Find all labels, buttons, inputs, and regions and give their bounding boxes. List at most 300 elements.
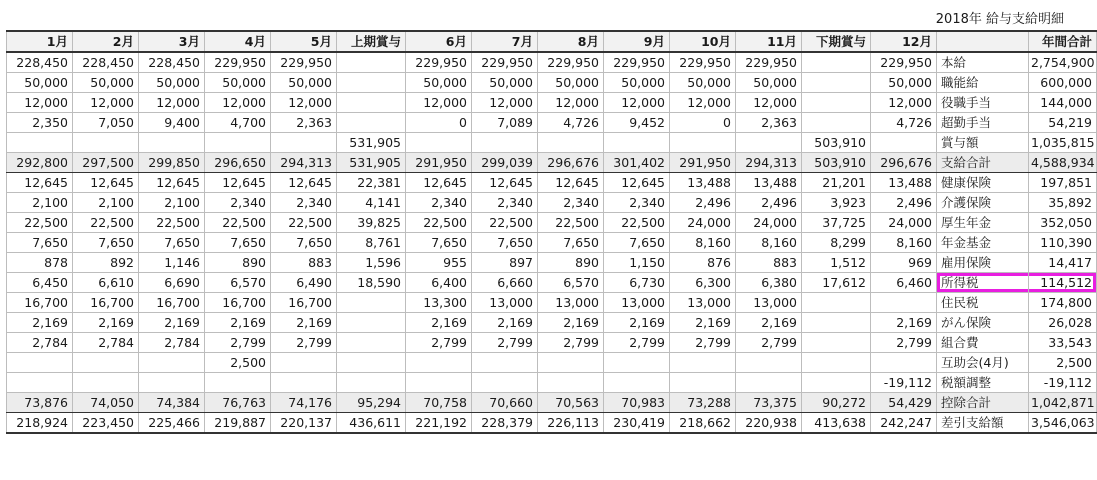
table-cell — [538, 353, 604, 373]
row-total: 197,851 — [1029, 173, 1097, 193]
column-header — [937, 31, 1029, 52]
table-cell: 230,419 — [604, 413, 670, 434]
table-cell: 16,700 — [139, 293, 205, 313]
row-total: 2,754,900 — [1029, 52, 1097, 73]
table-cell — [205, 133, 271, 153]
table-cell — [604, 373, 670, 393]
table-cell: 2,340 — [472, 193, 538, 213]
table-cell: 12,000 — [205, 93, 271, 113]
payroll-table — [6, 30, 1097, 434]
table-cell: 2,500 — [205, 353, 271, 373]
table-cell: 13,300 — [406, 293, 472, 313]
table-cell: 2,799 — [670, 333, 736, 353]
row-total: 35,892 — [1029, 193, 1097, 213]
table-cell: 13,488 — [670, 173, 736, 193]
table-cell — [205, 373, 271, 393]
table-cell: 50,000 — [472, 73, 538, 93]
table-cell: 22,381 — [337, 173, 406, 193]
table-cell: 4,700 — [205, 113, 271, 133]
table-cell — [406, 353, 472, 373]
table-cell: 22,500 — [472, 213, 538, 233]
table-cell: 1,596 — [337, 253, 406, 273]
table-cell: 24,000 — [871, 213, 937, 233]
table-cell: 13,488 — [871, 173, 937, 193]
table-cell: 76,763 — [205, 393, 271, 413]
row-label: 超勤手当 — [937, 113, 1029, 133]
column-header: 11月 — [736, 31, 802, 52]
table-cell: 2,169 — [871, 313, 937, 333]
table-cell: 296,676 — [538, 153, 604, 173]
table-cell: 50,000 — [271, 73, 337, 93]
table-cell: 8,160 — [871, 233, 937, 253]
row-label: 健康保険 — [937, 173, 1029, 193]
table-cell — [802, 353, 871, 373]
table-cell: 220,938 — [736, 413, 802, 434]
table-row — [7, 173, 1097, 193]
table-cell: 54,429 — [871, 393, 937, 413]
table-cell: 225,466 — [139, 413, 205, 434]
table-cell: 6,450 — [7, 273, 73, 293]
table-cell: 2,100 — [73, 193, 139, 213]
table-cell: 50,000 — [670, 73, 736, 93]
table-cell: 0 — [670, 113, 736, 133]
table-cell: 6,730 — [604, 273, 670, 293]
table-cell: 221,192 — [406, 413, 472, 434]
table-cell: 2,799 — [604, 333, 670, 353]
table-cell: 955 — [406, 253, 472, 273]
table-cell: 292,800 — [7, 153, 73, 173]
table-cell: 6,490 — [271, 273, 337, 293]
table-cell: 6,690 — [139, 273, 205, 293]
table-cell: 16,700 — [205, 293, 271, 313]
table-cell — [406, 373, 472, 393]
table-cell — [802, 52, 871, 73]
table-cell: 2,496 — [670, 193, 736, 213]
table-cell: 6,570 — [538, 273, 604, 293]
table-cell: 2,169 — [205, 313, 271, 333]
table-cell: 4,726 — [871, 113, 937, 133]
table-row — [7, 93, 1097, 113]
table-cell: 2,100 — [7, 193, 73, 213]
table-cell: 4,141 — [337, 193, 406, 213]
table-cell — [736, 133, 802, 153]
table-cell: 17,612 — [802, 273, 871, 293]
table-cell: 13,000 — [670, 293, 736, 313]
table-row — [7, 113, 1097, 133]
row-label: 支給合計 — [937, 153, 1029, 173]
table-cell: 12,645 — [205, 173, 271, 193]
table-cell: 22,500 — [271, 213, 337, 233]
table-cell: 70,983 — [604, 393, 670, 413]
table-cell: 12,000 — [604, 93, 670, 113]
column-header: 12月 — [871, 31, 937, 52]
table-cell: 4,726 — [538, 113, 604, 133]
table-cell: 13,000 — [736, 293, 802, 313]
column-header: 4月 — [205, 31, 271, 52]
table-cell: 50,000 — [538, 73, 604, 93]
table-cell: 2,799 — [871, 333, 937, 353]
table-cell — [670, 133, 736, 153]
table-cell: 18,590 — [337, 273, 406, 293]
row-total: 54,219 — [1029, 113, 1097, 133]
row-label: 役職手当 — [937, 93, 1029, 113]
table-cell: 6,660 — [472, 273, 538, 293]
table-cell: 70,758 — [406, 393, 472, 413]
table-cell: 897 — [472, 253, 538, 273]
table-cell — [802, 73, 871, 93]
table-cell: 228,379 — [472, 413, 538, 434]
row-label: 所得税 — [937, 273, 1029, 293]
table-cell: 7,089 — [472, 113, 538, 133]
table-cell: 229,950 — [604, 52, 670, 73]
table-cell: 37,725 — [802, 213, 871, 233]
table-cell — [73, 353, 139, 373]
column-header: 10月 — [670, 31, 736, 52]
table-cell — [871, 353, 937, 373]
table-cell: 291,950 — [406, 153, 472, 173]
table-cell: 50,000 — [871, 73, 937, 93]
table-cell: 296,650 — [205, 153, 271, 173]
table-cell: 7,650 — [73, 233, 139, 253]
column-header: 年間合計 — [1029, 31, 1097, 52]
table-cell: 229,950 — [205, 52, 271, 73]
table-row — [7, 353, 1097, 373]
table-cell: 2,169 — [538, 313, 604, 333]
table-row — [7, 373, 1097, 393]
column-header: 2月 — [73, 31, 139, 52]
row-total: 1,035,815 — [1029, 133, 1097, 153]
row-label: 住民税 — [937, 293, 1029, 313]
table-cell: 2,340 — [604, 193, 670, 213]
column-header: 5月 — [271, 31, 337, 52]
table-cell: 6,460 — [871, 273, 937, 293]
table-cell: 74,050 — [73, 393, 139, 413]
table-row — [7, 413, 1097, 434]
row-label: 賞与額 — [937, 133, 1029, 153]
table-cell — [604, 133, 670, 153]
table-cell: 73,375 — [736, 393, 802, 413]
table-cell: 12,000 — [139, 93, 205, 113]
table-cell: 228,450 — [73, 52, 139, 73]
table-cell — [871, 293, 937, 313]
table-cell: 74,384 — [139, 393, 205, 413]
row-total: 1,042,871 — [1029, 393, 1097, 413]
row-label: 税額調整 — [937, 373, 1029, 393]
table-cell: 70,563 — [538, 393, 604, 413]
row-total: 352,050 — [1029, 213, 1097, 233]
table-cell — [406, 133, 472, 153]
table-cell — [337, 93, 406, 113]
table-cell: 2,169 — [604, 313, 670, 333]
table-cell — [871, 133, 937, 153]
table-cell: 228,450 — [139, 52, 205, 73]
row-label: 雇用保険 — [937, 253, 1029, 273]
table-cell — [802, 313, 871, 333]
table-cell: 6,610 — [73, 273, 139, 293]
table-row — [7, 233, 1097, 253]
row-total: 144,000 — [1029, 93, 1097, 113]
table-cell: 13,000 — [604, 293, 670, 313]
table-cell — [337, 293, 406, 313]
table-cell: 436,611 — [337, 413, 406, 434]
row-total: 600,000 — [1029, 73, 1097, 93]
table-cell — [670, 353, 736, 373]
table-cell: 2,496 — [736, 193, 802, 213]
table-cell: 531,905 — [337, 133, 406, 153]
table-cell: 2,169 — [406, 313, 472, 333]
table-cell: 70,660 — [472, 393, 538, 413]
row-label: 互助会(4月) — [937, 353, 1029, 373]
table-cell — [538, 133, 604, 153]
table-cell — [670, 373, 736, 393]
table-cell: 16,700 — [271, 293, 337, 313]
table-cell — [337, 113, 406, 133]
table-cell: 1,146 — [139, 253, 205, 273]
table-cell — [604, 353, 670, 373]
table-cell — [139, 133, 205, 153]
row-label: 組合費 — [937, 333, 1029, 353]
table-cell: 50,000 — [736, 73, 802, 93]
table-cell: 13,000 — [538, 293, 604, 313]
table-row — [7, 333, 1097, 353]
table-cell: 503,910 — [802, 133, 871, 153]
table-cell: 7,650 — [7, 233, 73, 253]
table-cell: 3,923 — [802, 193, 871, 213]
table-cell: 2,169 — [736, 313, 802, 333]
table-cell: 1,150 — [604, 253, 670, 273]
table-cell: 7,650 — [139, 233, 205, 253]
table-row — [7, 293, 1097, 313]
row-total: 14,417 — [1029, 253, 1097, 273]
table-cell — [337, 353, 406, 373]
table-cell: 12,000 — [406, 93, 472, 113]
table-cell: 2,340 — [538, 193, 604, 213]
table-cell: 890 — [205, 253, 271, 273]
row-total: 33,543 — [1029, 333, 1097, 353]
row-total: -19,112 — [1029, 373, 1097, 393]
table-cell — [7, 373, 73, 393]
row-label: 控除合計 — [937, 393, 1029, 413]
table-cell: 2,169 — [73, 313, 139, 333]
table-cell: 50,000 — [406, 73, 472, 93]
table-cell: 2,363 — [271, 113, 337, 133]
table-cell: 2,799 — [538, 333, 604, 353]
table-cell: 7,650 — [271, 233, 337, 253]
table-cell: 876 — [670, 253, 736, 273]
table-cell: 301,402 — [604, 153, 670, 173]
column-header: 6月 — [406, 31, 472, 52]
table-cell: 890 — [538, 253, 604, 273]
table-cell: 2,340 — [271, 193, 337, 213]
table-cell: 883 — [271, 253, 337, 273]
table-cell: 291,950 — [670, 153, 736, 173]
row-label: 厚生年金 — [937, 213, 1029, 233]
column-header: 下期賞与 — [802, 31, 871, 52]
table-cell: 8,160 — [670, 233, 736, 253]
table-cell: 12,000 — [538, 93, 604, 113]
table-row — [7, 253, 1097, 273]
table-cell: 22,500 — [406, 213, 472, 233]
row-total: 114,512 — [1029, 273, 1097, 293]
table-cell: 223,450 — [73, 413, 139, 434]
table-cell — [802, 293, 871, 313]
table-cell: 90,272 — [802, 393, 871, 413]
table-cell — [139, 373, 205, 393]
table-cell: 218,924 — [7, 413, 73, 434]
row-label: 差引支給額 — [937, 413, 1029, 434]
table-cell: 413,638 — [802, 413, 871, 434]
table-cell: 73,876 — [7, 393, 73, 413]
table-cell: 50,000 — [604, 73, 670, 93]
document-title: 2018年 給与支給明細 — [935, 12, 1064, 27]
table-cell: 16,700 — [7, 293, 73, 313]
table-cell — [472, 133, 538, 153]
table-cell: 531,905 — [337, 153, 406, 173]
table-cell — [73, 373, 139, 393]
table-cell — [472, 373, 538, 393]
table-cell: 2,799 — [736, 333, 802, 353]
table-cell — [802, 113, 871, 133]
table-cell: 9,452 — [604, 113, 670, 133]
table-row — [7, 273, 1097, 293]
table-cell: 9,400 — [139, 113, 205, 133]
table-row — [7, 213, 1097, 233]
table-cell: 2,799 — [406, 333, 472, 353]
table-cell — [337, 73, 406, 93]
column-header: 8月 — [538, 31, 604, 52]
table-cell: 39,825 — [337, 213, 406, 233]
table-cell: 95,294 — [337, 393, 406, 413]
table-cell: 503,910 — [802, 153, 871, 173]
table-cell — [139, 353, 205, 373]
table-cell — [7, 133, 73, 153]
table-cell — [736, 373, 802, 393]
table-cell: 299,850 — [139, 153, 205, 173]
table-cell: 218,662 — [670, 413, 736, 434]
table-cell: 8,761 — [337, 233, 406, 253]
row-label: 介護保険 — [937, 193, 1029, 213]
table-cell: 242,247 — [871, 413, 937, 434]
table-cell: 13,000 — [472, 293, 538, 313]
table-cell: 229,950 — [472, 52, 538, 73]
table-cell — [802, 93, 871, 113]
table-cell: 50,000 — [7, 73, 73, 93]
table-cell: 226,113 — [538, 413, 604, 434]
row-total: 26,028 — [1029, 313, 1097, 333]
row-total: 174,800 — [1029, 293, 1097, 313]
table-cell: 13,488 — [736, 173, 802, 193]
table-cell: 2,169 — [472, 313, 538, 333]
table-cell: 299,039 — [472, 153, 538, 173]
table-row — [7, 193, 1097, 213]
row-label: 年金基金 — [937, 233, 1029, 253]
table-cell: 22,500 — [205, 213, 271, 233]
table-cell: 12,000 — [73, 93, 139, 113]
table-cell: 883 — [736, 253, 802, 273]
table-row — [7, 313, 1097, 333]
table-cell: 0 — [406, 113, 472, 133]
table-cell: 12,645 — [271, 173, 337, 193]
table-cell: 294,313 — [271, 153, 337, 173]
column-header: 上期賞与 — [337, 31, 406, 52]
table-cell: 229,950 — [271, 52, 337, 73]
table-cell: 229,950 — [670, 52, 736, 73]
table-cell: 50,000 — [139, 73, 205, 93]
table-cell: 12,645 — [7, 173, 73, 193]
table-cell: 12,000 — [871, 93, 937, 113]
table-cell: 229,950 — [406, 52, 472, 73]
table-row — [7, 73, 1097, 93]
table-cell: 74,176 — [271, 393, 337, 413]
table-cell: 2,363 — [736, 113, 802, 133]
table-cell: 12,000 — [736, 93, 802, 113]
table-cell: 12,000 — [271, 93, 337, 113]
column-header: 7月 — [472, 31, 538, 52]
table-cell: 12,000 — [7, 93, 73, 113]
table-cell: 2,169 — [139, 313, 205, 333]
table-row — [7, 52, 1097, 73]
table-cell: 229,950 — [538, 52, 604, 73]
table-cell: 22,500 — [139, 213, 205, 233]
table-cell: 12,645 — [538, 173, 604, 193]
row-total: 2,500 — [1029, 353, 1097, 373]
table-cell: 229,950 — [871, 52, 937, 73]
table-cell — [337, 333, 406, 353]
table-cell: 50,000 — [73, 73, 139, 93]
table-cell — [337, 52, 406, 73]
table-cell: 8,160 — [736, 233, 802, 253]
table-cell: 24,000 — [736, 213, 802, 233]
table-cell — [271, 373, 337, 393]
table-cell: 12,645 — [604, 173, 670, 193]
table-cell: 219,887 — [205, 413, 271, 434]
header-row — [7, 31, 1097, 52]
table-cell: 969 — [871, 253, 937, 273]
table-cell: 2,496 — [871, 193, 937, 213]
table-cell — [802, 333, 871, 353]
table-cell: 24,000 — [670, 213, 736, 233]
table-cell — [73, 133, 139, 153]
table-cell: 297,500 — [73, 153, 139, 173]
table-cell: 22,500 — [604, 213, 670, 233]
table-cell: 2,784 — [139, 333, 205, 353]
table-cell: 6,400 — [406, 273, 472, 293]
table-cell: 2,340 — [406, 193, 472, 213]
table-cell: 220,137 — [271, 413, 337, 434]
table-cell: 2,350 — [7, 113, 73, 133]
table-row — [7, 153, 1097, 173]
table-cell — [472, 353, 538, 373]
table-cell: 2,799 — [472, 333, 538, 353]
table-cell: 16,700 — [73, 293, 139, 313]
column-header: 9月 — [604, 31, 670, 52]
table-cell — [7, 353, 73, 373]
table-cell: 21,201 — [802, 173, 871, 193]
table-cell: 296,676 — [871, 153, 937, 173]
table-cell: 6,380 — [736, 273, 802, 293]
table-cell: 12,645 — [139, 173, 205, 193]
table-cell: 229,950 — [736, 52, 802, 73]
row-total: 4,588,934 — [1029, 153, 1097, 173]
table-cell: 12,000 — [472, 93, 538, 113]
table-cell: -19,112 — [871, 373, 937, 393]
table-cell — [736, 353, 802, 373]
table-cell: 1,512 — [802, 253, 871, 273]
table-row — [7, 393, 1097, 413]
table-cell: 2,100 — [139, 193, 205, 213]
table-cell: 228,450 — [7, 52, 73, 73]
table-cell: 2,169 — [7, 313, 73, 333]
